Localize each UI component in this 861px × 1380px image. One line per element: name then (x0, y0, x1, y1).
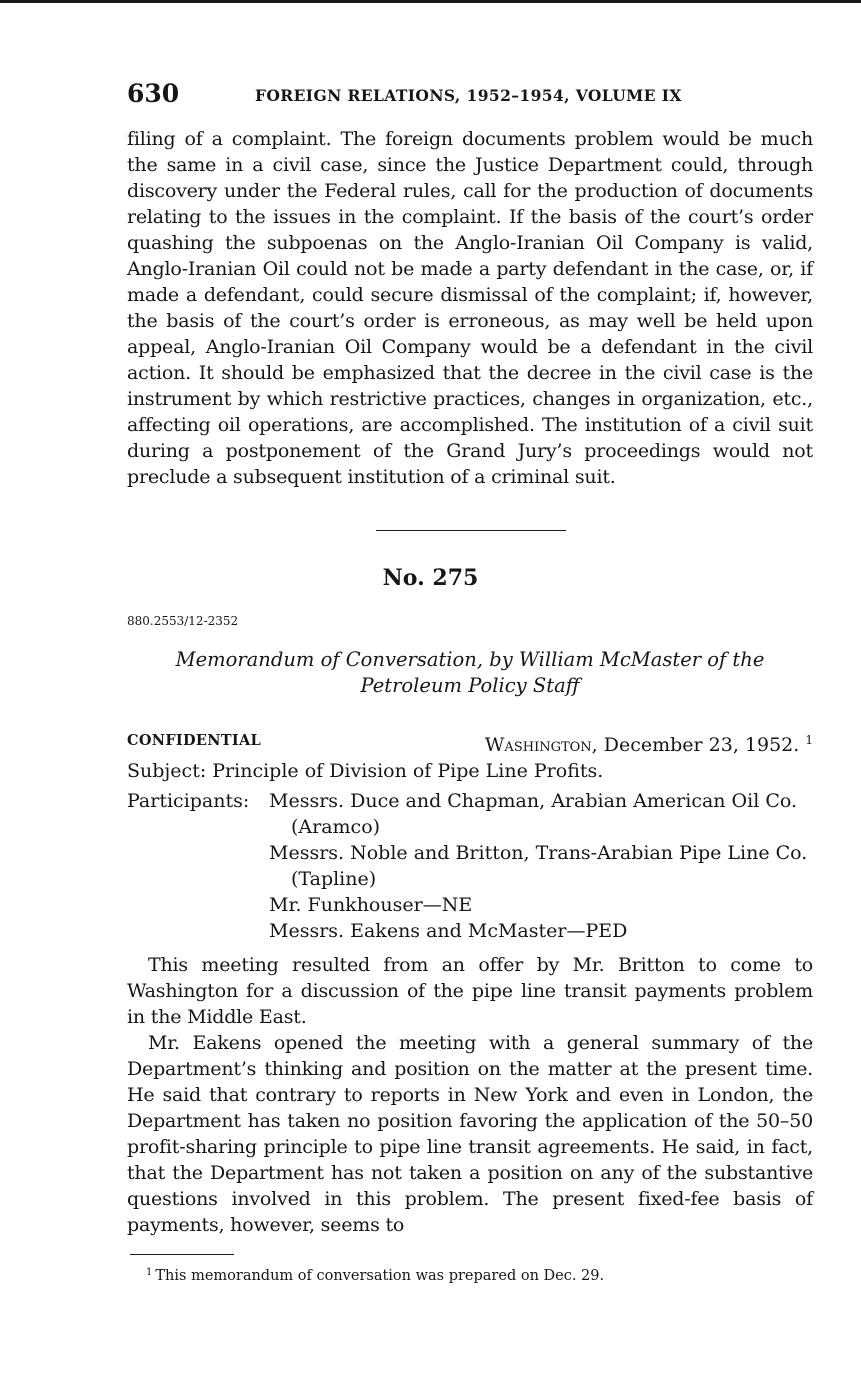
body-paragraph: This meeting resulted from an offer by Mr. Britton to come to Washington for a discussion of the pipe line transit payments problem in the Middle East. (127, 954, 813, 1028)
document-number: No. 275 (382, 565, 479, 591)
participants-label: Participants: (127, 790, 250, 812)
footnote-reference[interactable]: 1 (805, 733, 813, 747)
running-title: FOREIGN RELATIONS, 1952–1954, VOLUME IX (255, 86, 682, 105)
continued-paragraph: filing of a complaint. The foreign documents problem would be much the same in a civil case, since the Justice Department could, through discovery under the Federal rules, call for the production of documents relating to the issues in the complaint. If the basis of the court’s order quashing the subpoenas on the Anglo-Iranian Oil Company is valid, Anglo-Iranian Oil could not be made a party defendant in the case, or, if made a defendant, could secure dismissal of the complaint; if, however, the basis of the court’s order is erroneous, as may well be held upon appeal, Anglo-Iranian Oil Company would be a defendant in the civil action. It should be emphasized that the decree in the civil case is the instrument by which restrictive practices, changes in organization, etc., affecting oil operations, are accomplished. The institution of a civil suit during a postponement of the Grand Jury’s proceedings would not preclude a subsequent institution of a criminal suit. (127, 128, 813, 488)
classification-label: CONFIDENTIAL (127, 732, 262, 749)
page-top-rule (0, 0, 861, 3)
participant-entry: Messrs. Noble and Britton, Trans-Arabian Pipe Line Co. (Tapline) (269, 842, 808, 890)
body-paragraph: Mr. Eakens opened the meeting with a general summary of the Department’s thinking and position on the matter at the present time. He said that contrary to reports in New York and even in London, the Department has taken no position favoring the application of the 50–50 profit-sharing principle to pipe line transit agreements. He said, in fact, that the Department has not taken a position on any of the substantive questions involved in this problem. The present fixed-fee basis of payments, however, seems to (127, 1032, 813, 1236)
participant-list (269, 788, 817, 944)
footnote-number: 1 (146, 1267, 153, 1278)
footnote (146, 1263, 604, 1286)
classification-date-line (127, 726, 813, 754)
file-number: 880.2553/12-2352 (127, 614, 239, 628)
section-divider (376, 530, 566, 531)
participant-entry: Messrs. Eakens and McMaster—PED (269, 920, 628, 942)
place-date (485, 726, 813, 759)
participant-entry: Mr. Funkhouser—NE (269, 894, 473, 916)
document-title: Memorandum of Conversation, by William McMaster of the Petroleum Policy Staff (175, 648, 765, 697)
footnote-text: This memorandum of conversation was prepared on Dec. 29. (155, 1268, 605, 1284)
page-header (127, 78, 817, 110)
subject-line: Subject: Principle of Division of Pipe Line Profits. (127, 760, 604, 782)
page-number: 630 (127, 79, 180, 108)
participant-entry: Messrs. Duce and Chapman, Arabian American Oil Co. (Aramco) (269, 790, 798, 838)
place: Washington (484, 734, 592, 756)
footnote-rule (130, 1254, 234, 1255)
date: , December 23, 1952. (591, 734, 800, 756)
